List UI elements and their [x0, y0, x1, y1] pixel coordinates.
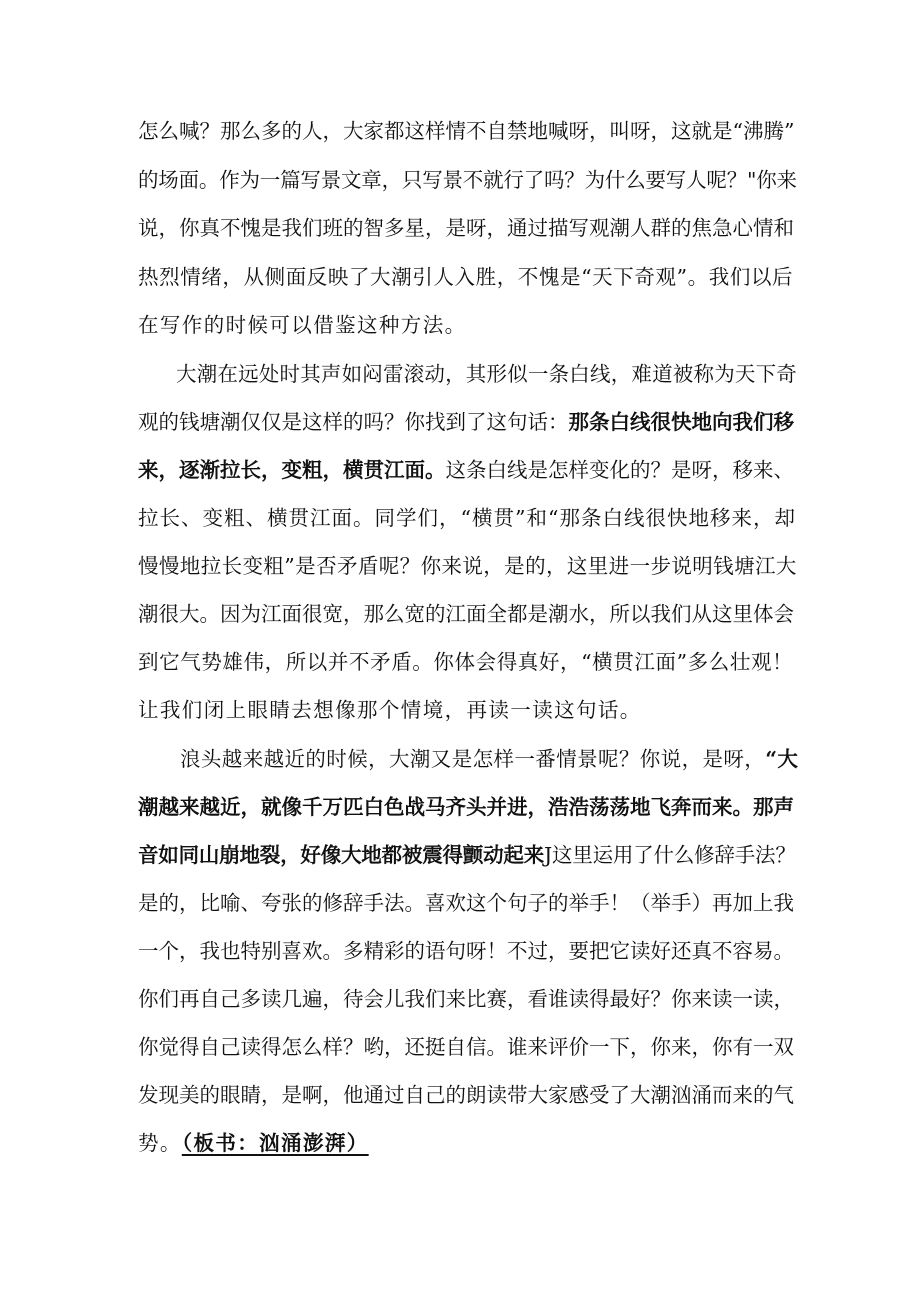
text-line	[138, 789, 798, 825]
text-line: 在写作的时候可以借鉴这种方法。	[138, 313, 467, 337]
text-line: 潮很大。因为江面很宽，那么宽的江面全都是潮水，所以我们从这里体会	[138, 602, 794, 626]
text-line: 说，你真不愧是我们班的智多星，是呀，通过描写观潮人群的焦急心情和	[138, 216, 794, 240]
text-line: 是的，比喻、夸张的修辞手法。喜欢这个句子的举手！（举手）再加上我	[138, 891, 794, 915]
text-line: 让我们闭上眼睛去想像那个情境，再读一读这句话。	[138, 698, 642, 722]
text-line: 观的钱塘潮仅仅是这样的吗？你找到了这句话：那条白线很快地向我们移	[138, 410, 794, 434]
text-line: 到它气势雄伟，所以并不矛盾。你体会得真好，“横贯江面”多么壮观！	[138, 650, 794, 674]
emphasized-quote: 来，逐渐拉长，变粗，横贯江面。	[138, 458, 446, 482]
text-line: 拉长、变粗、横贯江面。同学们，“横贯”和“那条白线很快地移来，却	[138, 506, 796, 530]
text-line: 你觉得自己读得怎么样？哟，还挺自信。谁来评价一下，你来，你有一双	[138, 1035, 794, 1059]
text-line: 势。（板书：汹涌澎湃）	[138, 1131, 369, 1155]
emphasized-quote: 音如同山崩地裂，好像大地都被震得颤动起来	[138, 843, 544, 867]
text-line: 发现美的眼睛，是啊，他通过自己的朗读带大家感受了大潮汹涌而来的气	[138, 1083, 794, 1107]
text-line: 你们再自己多读几遍，待会儿我们来比赛，看谁读得最好？你来读一读，	[138, 987, 794, 1011]
text-line: 怎么喊？那么多的人，大家都这样情不自禁地喊呀，叫呀，这就是“沸腾”	[138, 119, 795, 143]
text-line: 一个，我也特别喜欢。多精彩的语句呀！不过，要把它读好还真不容易。	[138, 939, 794, 963]
emphasized-quote: “大	[765, 747, 799, 771]
text-line: 慢慢地拉长变粗”是否矛盾呢？你来说，是的，这里进一步说明钱塘江大	[138, 554, 797, 578]
text-line: 的场面。作为一篇写景文章，只写景不就行了吗？为什么要写人呢？"你来	[138, 168, 797, 192]
emphasized-quote: 潮越来越近，就像千万匹白色战马齐头并进，浩浩荡荡地飞奔而来。那声	[138, 795, 794, 819]
blackboard-note: （板书：汹涌澎湃）	[181, 1131, 369, 1155]
emphasized-quote: 那条白线很快地向我们移	[568, 410, 794, 434]
text-line: 浪头越来越近的时候，大潮又是怎样一番情景呢？你说，是呀，“大	[180, 747, 799, 771]
text-line: 大潮在远处时其声如闷雷滚动，其形似一条白线，难道被称为天下奇	[176, 362, 797, 386]
text-line: 音如同山崩地裂，好像大地都被震得颤动起来J这里运用了什么修辞手法？	[138, 843, 796, 867]
text-line: 来，逐渐拉长，变粗，横贯江面。这条白线是怎样变化的？是呀，移来、	[138, 458, 794, 482]
text-line: 热烈情绪，从侧面反映了大潮引人入胜，不愧是“天下奇观”。我们以后	[138, 265, 794, 289]
